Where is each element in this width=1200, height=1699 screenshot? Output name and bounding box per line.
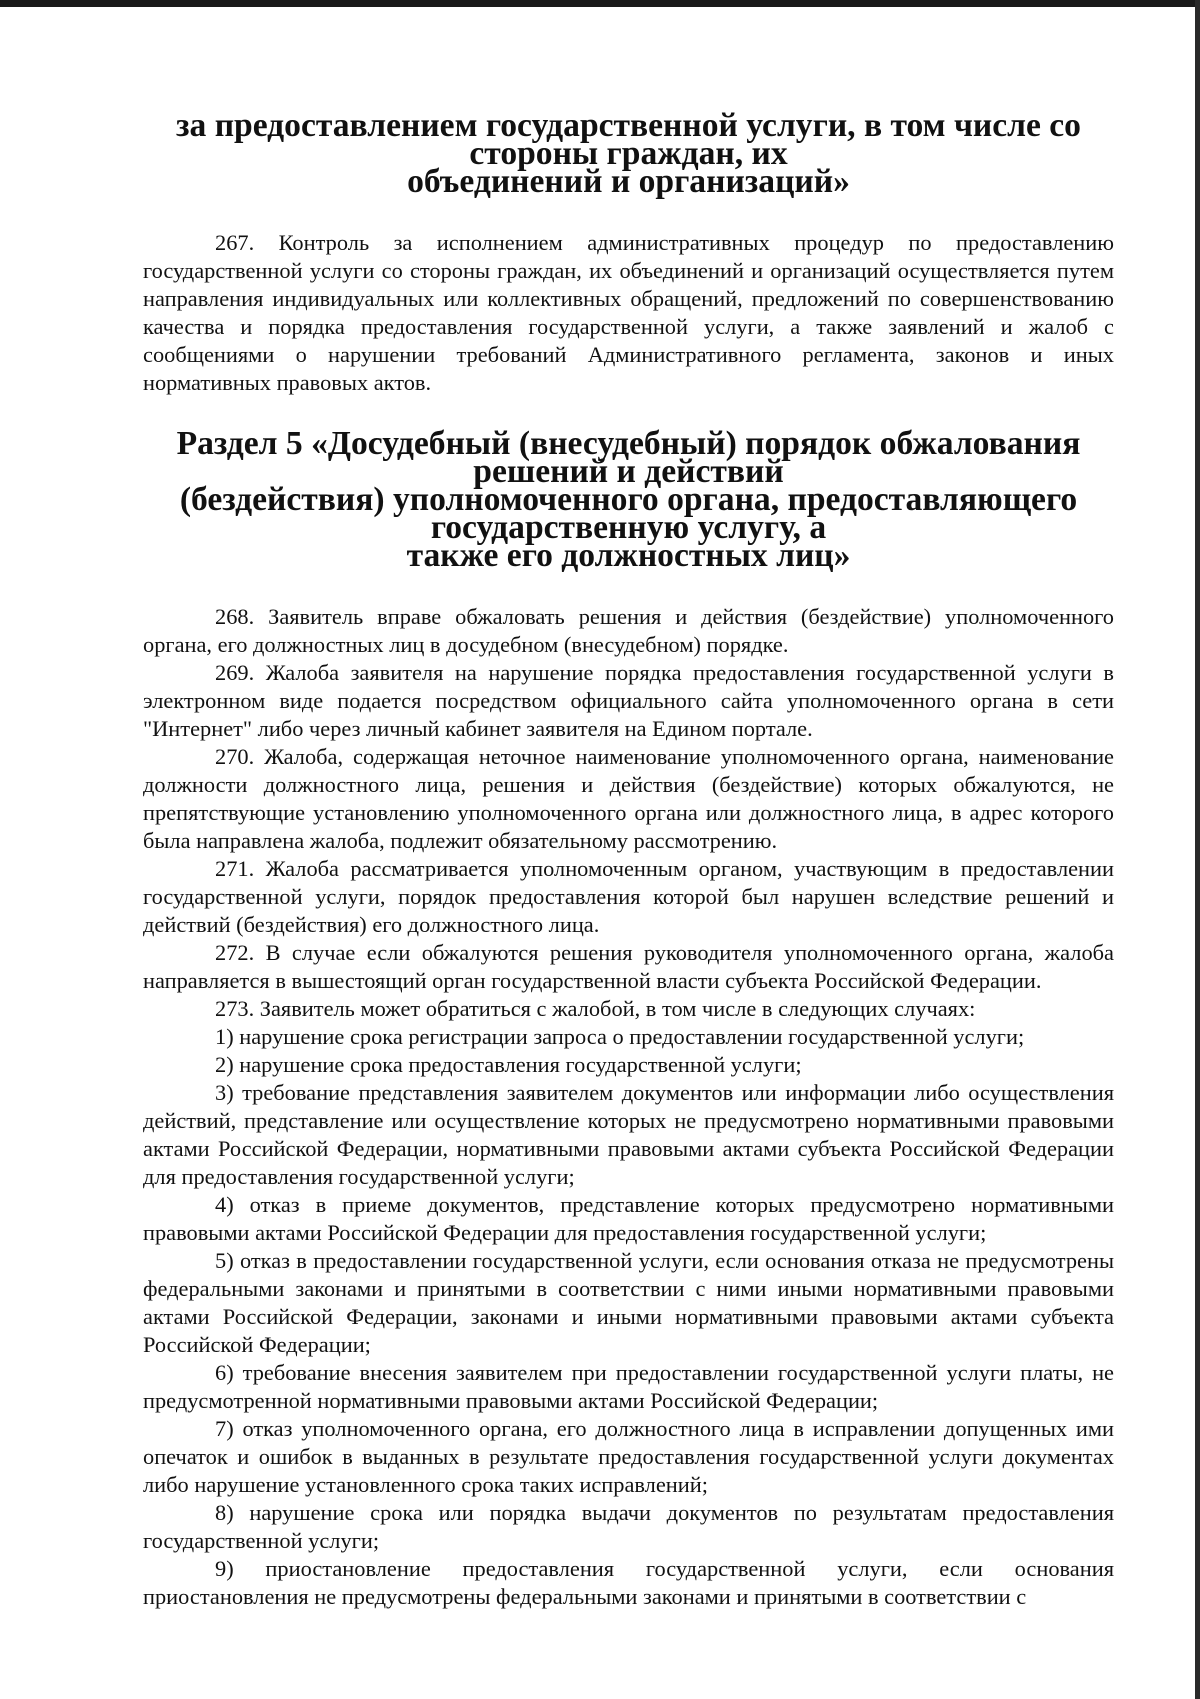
paragraph-269: 269. Жалоба заявителя на нарушение порядка предоставления государственной услуги в электронном виде подается посредством официального сайта уполномоченного органа в сети "Интернет" либо через личный кабинет заявителя на Едином портале. — [143, 660, 1114, 741]
document-page — [143, 107, 1114, 1611]
heading-line: (бездействия) уполномоченного органа, предоставляющего государственную услугу, а — [179, 481, 1078, 546]
scan-top-edge — [0, 0, 1200, 7]
paragraph-271: 271. Жалоба рассматривается уполномоченным органом, участвующим в предоставлении государственной услуги, порядок предоставления которой был нарушен вследствие решений и действий (бездействия) его должностного лица. — [143, 856, 1114, 937]
list-item-4: 4) отказ в приеме документов, представление которых предусмотрено нормативными правовыми актами Российской Федерации для предоставления государственной услуги; — [143, 1192, 1114, 1245]
heading-line: также его должностных лиц» — [406, 537, 851, 574]
heading-line: Раздел 5 «Досудебный (внесудебный) порядок обжалования решений и действий — [176, 425, 1081, 490]
paragraph-267: 267. Контроль за исполнением административных процедур по предоставлению государственной услуги со стороны граждан, их объединений и организаций осуществляется путем направления индивидуальных или коллективных обращений, предложений по совершенствованию качества и порядка предоставления государственной услуги, а также заявлений и жалоб с сообщениями о нарушении требований Административного регламента, законов и иных нормативных правовых актов. — [143, 230, 1114, 395]
subsection-heading — [143, 107, 1114, 200]
list-item-8: 8) нарушение срока или порядка выдачи документов по результатам предоставления государственной услуги; — [143, 1500, 1114, 1553]
list-item-9: 9) приостановление предоставления государственной услуги, если основания приостановления не предусмотрены федеральными законами и принятыми в соответствии с — [143, 1556, 1114, 1609]
scan-right-edge — [1195, 0, 1200, 1699]
list-item-1: 1) нарушение срока регистрации запроса о предоставлении государственной услуги; — [215, 1024, 1025, 1049]
list-item-7: 7) отказ уполномоченного органа, его должностного лица в исправлении допущенных ими опечаток и ошибок в выданных в результате предоставления государственной услуги документах либо нарушение установленного срока таких исправлений; — [143, 1416, 1114, 1497]
paragraph-272: 272. В случае если обжалуются решения руководителя уполномоченного органа, жалоба направляется в вышестоящий орган государственной власти субъекта Российской Федерации. — [143, 940, 1114, 993]
heading-line: за предоставлением государственной услуги, в том числе со стороны граждан, их — [176, 107, 1081, 172]
list-item-2: 2) нарушение срока предоставления государственной услуги; — [215, 1052, 802, 1077]
list-item-5: 5) отказ в предоставлении государственной услуги, если основания отказа не предусмотрены федеральными законами и принятыми в соответствии с ними иными нормативными правовыми актами Российской Федерации, законами и иными нормативными правовыми актами субъекта Российской Федерации; — [143, 1248, 1114, 1357]
paragraph-270: 270. Жалоба, содержащая неточное наименование уполномоченного органа, наименование должности должностного лица, решения и действия (бездействие) которых обжалуются, не препятствующие установлению уполномоченного органа или должностного лица, в адрес которого была направлена жалоба, подлежит обязательному рассмотрению. — [143, 744, 1114, 853]
section-5-heading — [143, 425, 1114, 574]
list-item-3: 3) требование представления заявителем документов или информации либо осуществления действий, представление или осуществление которых не предусмотрено нормативными правовыми актами Российской Федерации, нормативными правовыми актами субъекта Российской Федерации для предоставления государственной услуги; — [143, 1080, 1114, 1189]
list-item-6: 6) требование внесения заявителем при предоставлении государственной услуги платы, не предусмотренной нормативными правовыми актами Российской Федерации; — [143, 1360, 1114, 1413]
paragraph-273: 273. Заявитель может обратиться с жалобой, в том числе в следующих случаях: — [215, 996, 976, 1021]
heading-line: объединений и организаций» — [407, 163, 850, 200]
paragraph-268: 268. Заявитель вправе обжаловать решения и действия (бездействие) уполномоченного органа, его должностных лиц в досудебном (внесудебном) порядке. — [143, 604, 1114, 657]
